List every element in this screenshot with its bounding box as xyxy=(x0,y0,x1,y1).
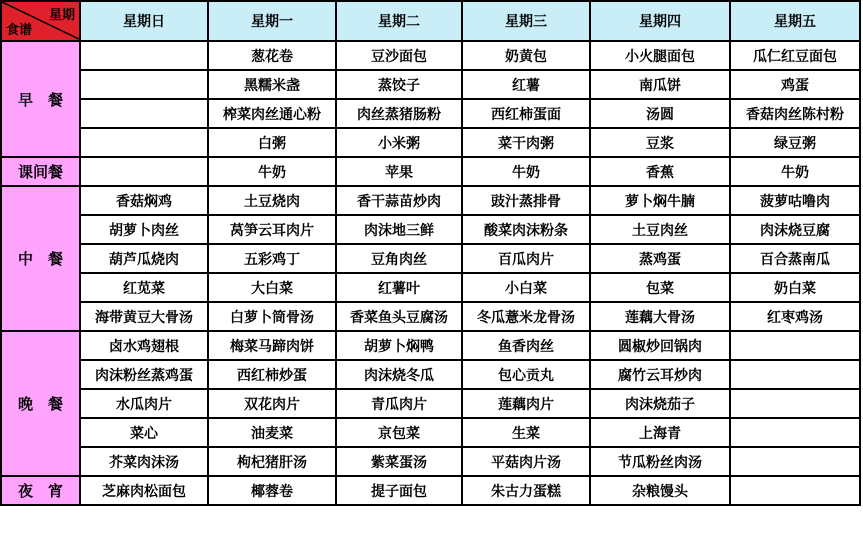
table-row xyxy=(1,99,860,128)
dish-cell: 西红柿蛋面 xyxy=(462,99,590,128)
dish-cell: 瓜仁红豆面包 xyxy=(730,41,860,70)
dish-cell xyxy=(80,70,208,99)
meal-label-dinner: 晚 餐 xyxy=(1,331,80,476)
dish-cell: 胡萝卜焖鸭 xyxy=(336,331,462,360)
dish-cell: 奶白菜 xyxy=(730,273,860,302)
dish-cell: 牛奶 xyxy=(462,157,590,186)
dish-cell: 提子面包 xyxy=(336,476,462,505)
dish-cell: 芥菜肉沫汤 xyxy=(80,447,208,476)
meal-label-snack: 课间餐 xyxy=(1,157,80,186)
dish-cell: 香菇肉丝陈村粉 xyxy=(730,99,860,128)
dish-cell: 圆椒炒回锅肉 xyxy=(590,331,730,360)
day-header-wednesday: 星期三 xyxy=(462,1,590,41)
dish-cell: 卤水鸡翅根 xyxy=(80,331,208,360)
dish-cell: 香菜鱼头豆腐汤 xyxy=(336,302,462,331)
dish-cell: 五彩鸡丁 xyxy=(208,244,336,273)
dish-cell: 绿豆粥 xyxy=(730,128,860,157)
meal-label-lunch: 中 餐 xyxy=(1,186,80,331)
dish-cell: 菜心 xyxy=(80,418,208,447)
dish-cell: 葱花卷 xyxy=(208,41,336,70)
table-row xyxy=(1,476,860,505)
dish-cell: 包菜 xyxy=(590,273,730,302)
table-row xyxy=(1,360,860,389)
day-header-monday: 星期一 xyxy=(208,1,336,41)
dish-cell: 双花肉片 xyxy=(208,389,336,418)
day-header-sunday: 星期日 xyxy=(80,1,208,41)
dish-cell: 包心贡丸 xyxy=(462,360,590,389)
dish-cell: 百瓜肉片 xyxy=(462,244,590,273)
dish-cell xyxy=(730,360,860,389)
dish-cell: 平菇肉片汤 xyxy=(462,447,590,476)
dish-cell: 油麦菜 xyxy=(208,418,336,447)
dish-cell: 菜干肉粥 xyxy=(462,128,590,157)
dish-cell: 豉汁蒸排骨 xyxy=(462,186,590,215)
dish-cell: 紫菜蛋汤 xyxy=(336,447,462,476)
dish-cell: 豆沙面包 xyxy=(336,41,462,70)
table-row xyxy=(1,331,860,360)
dish-cell: 葫芦瓜烧肉 xyxy=(80,244,208,273)
table-row xyxy=(1,447,860,476)
dish-cell: 菠萝咕噜肉 xyxy=(730,186,860,215)
dish-cell: 萝卜焖牛腩 xyxy=(590,186,730,215)
dish-cell: 海带黄豆大骨汤 xyxy=(80,302,208,331)
dish-cell: 小米粥 xyxy=(336,128,462,157)
dish-cell: 香蕉 xyxy=(590,157,730,186)
table-row xyxy=(1,244,860,273)
dish-cell: 牛奶 xyxy=(208,157,336,186)
dish-cell: 土豆烧肉 xyxy=(208,186,336,215)
dish-cell: 香菇焖鸡 xyxy=(80,186,208,215)
dish-cell: 芝麻肉松面包 xyxy=(80,476,208,505)
dish-cell: 红枣鸡汤 xyxy=(730,302,860,331)
dish-cell xyxy=(730,447,860,476)
dish-cell: 鸡蛋 xyxy=(730,70,860,99)
dish-cell: 肉沫烧冬瓜 xyxy=(336,360,462,389)
dish-cell: 肉丝蒸猪肠粉 xyxy=(336,99,462,128)
dish-cell: 肉沫粉丝蒸鸡蛋 xyxy=(80,360,208,389)
dish-cell: 节瓜粉丝肉汤 xyxy=(590,447,730,476)
dish-cell: 胡萝卜肉丝 xyxy=(80,215,208,244)
dish-cell: 牛奶 xyxy=(730,157,860,186)
dish-cell: 青瓜肉片 xyxy=(336,389,462,418)
dish-cell: 枸杞猪肝汤 xyxy=(208,447,336,476)
dish-cell: 百合蒸南瓜 xyxy=(730,244,860,273)
dish-cell xyxy=(80,128,208,157)
dish-cell: 大白菜 xyxy=(208,273,336,302)
dish-cell: 小白菜 xyxy=(462,273,590,302)
dish-cell xyxy=(730,331,860,360)
dish-cell: 鱼香肉丝 xyxy=(462,331,590,360)
dish-cell: 香干蒜苗炒肉 xyxy=(336,186,462,215)
table-row xyxy=(1,302,860,331)
dish-cell: 红薯叶 xyxy=(336,273,462,302)
dish-cell: 豆角肉丝 xyxy=(336,244,462,273)
meal-label-breakfast: 早 餐 xyxy=(1,41,80,157)
dish-cell: 蒸鸡蛋 xyxy=(590,244,730,273)
dish-cell: 肉沫烧豆腐 xyxy=(730,215,860,244)
dish-cell: 莲藕大骨汤 xyxy=(590,302,730,331)
dish-cell: 榨菜肉丝通心粉 xyxy=(208,99,336,128)
dish-cell: 朱古力蛋糕 xyxy=(462,476,590,505)
table-row xyxy=(1,418,860,447)
dish-cell: 椰蓉卷 xyxy=(208,476,336,505)
table-row xyxy=(1,186,860,215)
dish-cell: 莲藕肉片 xyxy=(462,389,590,418)
day-header-tuesday: 星期二 xyxy=(336,1,462,41)
dish-cell: 生菜 xyxy=(462,418,590,447)
corner-menu-label: 食谱 xyxy=(6,23,33,38)
day-header-friday: 星期五 xyxy=(730,1,860,41)
dish-cell: 奶黄包 xyxy=(462,41,590,70)
dish-cell: 红苋菜 xyxy=(80,273,208,302)
dish-cell xyxy=(730,389,860,418)
dish-cell: 土豆肉丝 xyxy=(590,215,730,244)
meal-label-late-snack: 夜 宵 xyxy=(1,476,80,505)
day-header-thursday: 星期四 xyxy=(590,1,730,41)
dish-cell xyxy=(80,99,208,128)
dish-cell xyxy=(730,418,860,447)
dish-cell: 肉沫地三鲜 xyxy=(336,215,462,244)
dish-cell: 黑糯米盏 xyxy=(208,70,336,99)
dish-cell: 蒸饺子 xyxy=(336,70,462,99)
dish-cell: 莴笋云耳肉片 xyxy=(208,215,336,244)
corner-cell xyxy=(1,1,80,41)
dish-cell: 白粥 xyxy=(208,128,336,157)
header-row xyxy=(1,1,860,41)
dish-cell: 小火腿面包 xyxy=(590,41,730,70)
dish-cell: 苹果 xyxy=(336,157,462,186)
menu-body xyxy=(1,41,860,505)
dish-cell: 豆浆 xyxy=(590,128,730,157)
table-row xyxy=(1,389,860,418)
table-row xyxy=(1,157,860,186)
dish-cell xyxy=(80,157,208,186)
corner-weekday-label: 星期 xyxy=(48,8,75,23)
table-row xyxy=(1,215,860,244)
dish-cell: 上海青 xyxy=(590,418,730,447)
dish-cell xyxy=(80,41,208,70)
table-row xyxy=(1,128,860,157)
dish-cell: 红薯 xyxy=(462,70,590,99)
table-row xyxy=(1,273,860,302)
dish-cell: 肉沫烧茄子 xyxy=(590,389,730,418)
dish-cell: 汤圆 xyxy=(590,99,730,128)
table-row xyxy=(1,41,860,70)
dish-cell: 冬瓜薏米龙骨汤 xyxy=(462,302,590,331)
dish-cell xyxy=(730,476,860,505)
dish-cell: 京包菜 xyxy=(336,418,462,447)
dish-cell: 酸菜肉沫粉条 xyxy=(462,215,590,244)
dish-cell: 白萝卜筒骨汤 xyxy=(208,302,336,331)
dish-cell: 水瓜肉片 xyxy=(80,389,208,418)
dish-cell: 南瓜饼 xyxy=(590,70,730,99)
dish-cell: 西红柿炒蛋 xyxy=(208,360,336,389)
dish-cell: 梅菜马蹄肉饼 xyxy=(208,331,336,360)
dish-cell: 腐竹云耳炒肉 xyxy=(590,360,730,389)
dish-cell: 杂粮馒头 xyxy=(590,476,730,505)
table-row xyxy=(1,70,860,99)
